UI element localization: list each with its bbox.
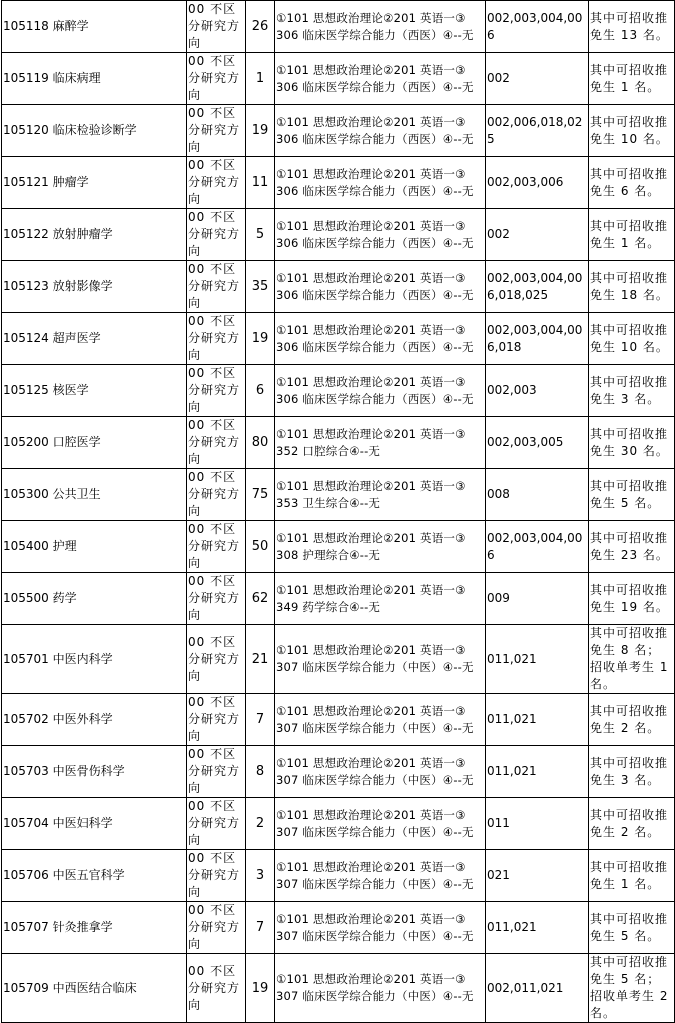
enrollment-quota-cell: 80 [246, 417, 275, 469]
research-direction-cell: 00 不区分研究方向 [187, 157, 246, 209]
research-direction-cell: 00 不区分研究方向 [187, 313, 246, 365]
major-cell: 105706 中医五官科学 [2, 850, 187, 902]
enrollment-quota-cell: 8 [246, 746, 275, 798]
reference-codes-cell: 011,021 [486, 625, 589, 694]
major-cell: 105122 放射肿瘤学 [2, 209, 187, 261]
exam-subjects-cell: ①101 思想政治理论②201 英语一③ 353 卫生综合④--无 [275, 469, 486, 521]
exam-subjects-cell: ①101 思想政治理论②201 英语一③ 307 临床医学综合能力（中医）④--无 [275, 746, 486, 798]
exam-subjects-cell: ①101 思想政治理论②201 英语一③ 307 临床医学综合能力（中医）④--无 [275, 798, 486, 850]
remarks-cell: 其中可招收推免生 5 名。 [589, 902, 675, 954]
enrollment-quota-cell: 62 [246, 573, 275, 625]
enrollment-quota-cell: 3 [246, 850, 275, 902]
enrollment-quota-cell: 19 [246, 105, 275, 157]
remarks-cell: 其中可招收推免生 6 名。 [589, 157, 675, 209]
enrollment-quota-cell: 1 [246, 53, 275, 105]
remarks-cell: 其中可招收推免生 3 名。 [589, 746, 675, 798]
research-direction-cell: 00 不区分研究方向 [187, 53, 246, 105]
research-direction-cell: 00 不区分研究方向 [187, 417, 246, 469]
exam-subjects-cell: ①101 思想政治理论②201 英语一③ 307 临床医学综合能力（中医）④--无 [275, 625, 486, 694]
table-row [2, 746, 675, 798]
enrollment-quota-cell: 21 [246, 625, 275, 694]
table-row [2, 694, 675, 746]
exam-subjects-cell: ①101 思想政治理论②201 英语一③ 306 临床医学综合能力（西医）④--无 [275, 313, 486, 365]
research-direction-cell: 00 不区分研究方向 [187, 469, 246, 521]
remarks-cell: 其中可招收推免生 10 名。 [589, 105, 675, 157]
table-row [2, 313, 675, 365]
remarks-cell: 其中可招收推免生 2 名。 [589, 798, 675, 850]
table-row [2, 417, 675, 469]
remarks-cell: 其中可招收推免生 8 名；招收单考生 1 名。 [589, 625, 675, 694]
reference-codes-cell: 002,003,004,006 [486, 521, 589, 573]
enrollment-quota-cell: 7 [246, 694, 275, 746]
reference-codes-cell: 008 [486, 469, 589, 521]
table-row [2, 625, 675, 694]
research-direction-cell: 00 不区分研究方向 [187, 573, 246, 625]
table-row [2, 53, 675, 105]
major-cell: 105709 中西医结合临床 [2, 954, 187, 1023]
exam-subjects-cell: ①101 思想政治理论②201 英语一③ 308 护理综合④--无 [275, 521, 486, 573]
major-cell: 105123 放射影像学 [2, 261, 187, 313]
table-body [2, 1, 675, 1023]
research-direction-cell: 00 不区分研究方向 [187, 954, 246, 1023]
remarks-cell: 其中可招收推免生 19 名。 [589, 573, 675, 625]
remarks-cell: 其中可招收推免生 1 名。 [589, 53, 675, 105]
enrollment-quota-cell: 11 [246, 157, 275, 209]
exam-subjects-cell: ①101 思想政治理论②201 英语一③ 307 临床医学综合能力（中医）④--无 [275, 694, 486, 746]
enrollment-quota-cell: 6 [246, 365, 275, 417]
research-direction-cell: 00 不区分研究方向 [187, 365, 246, 417]
enrollment-quota-cell: 26 [246, 1, 275, 53]
remarks-cell: 其中可招收推免生 23 名。 [589, 521, 675, 573]
table-row [2, 365, 675, 417]
remarks-cell: 其中可招收推免生 30 名。 [589, 417, 675, 469]
remarks-cell: 其中可招收推免生 2 名。 [589, 694, 675, 746]
research-direction-cell: 00 不区分研究方向 [187, 694, 246, 746]
enrollment-quota-cell: 50 [246, 521, 275, 573]
major-cell: 105500 药学 [2, 573, 187, 625]
enrollment-quota-cell: 5 [246, 209, 275, 261]
table-row [2, 1, 675, 53]
major-cell: 105300 公共卫生 [2, 469, 187, 521]
reference-codes-cell: 002 [486, 53, 589, 105]
reference-codes-cell: 002,003,004,006,018 [486, 313, 589, 365]
table-row [2, 105, 675, 157]
reference-codes-cell: 002,003,004,006 [486, 1, 589, 53]
exam-subjects-cell: ①101 思想政治理论②201 英语一③ 307 临床医学综合能力（中医）④--无 [275, 954, 486, 1023]
table-row [2, 798, 675, 850]
exam-subjects-cell: ①101 思想政治理论②201 英语一③ 306 临床医学综合能力（西医）④--无 [275, 157, 486, 209]
enrollment-quota-cell: 19 [246, 954, 275, 1023]
exam-subjects-cell: ①101 思想政治理论②201 英语一③ 307 临床医学综合能力（中医）④--无 [275, 850, 486, 902]
exam-subjects-cell: ①101 思想政治理论②201 英语一③ 306 临床医学综合能力（西医）④--无 [275, 1, 486, 53]
remarks-cell: 其中可招收推免生 1 名。 [589, 209, 675, 261]
major-cell: 105121 肿瘤学 [2, 157, 187, 209]
exam-subjects-cell: ①101 思想政治理论②201 英语一③ 352 口腔综合④--无 [275, 417, 486, 469]
table-row [2, 469, 675, 521]
table-row [2, 902, 675, 954]
table-row [2, 954, 675, 1023]
exam-subjects-cell: ①101 思想政治理论②201 英语一③ 307 临床医学综合能力（中医）④--无 [275, 902, 486, 954]
research-direction-cell: 00 不区分研究方向 [187, 1, 246, 53]
table-row [2, 157, 675, 209]
remarks-cell: 其中可招收推免生 18 名。 [589, 261, 675, 313]
remarks-cell: 其中可招收推免生 3 名。 [589, 365, 675, 417]
reference-codes-cell: 011,021 [486, 694, 589, 746]
table-row [2, 209, 675, 261]
reference-codes-cell: 002,003,005 [486, 417, 589, 469]
research-direction-cell: 00 不区分研究方向 [187, 105, 246, 157]
remarks-cell: 其中可招收推免生 1 名。 [589, 850, 675, 902]
research-direction-cell: 00 不区分研究方向 [187, 746, 246, 798]
table-row [2, 573, 675, 625]
major-cell: 105119 临床病理 [2, 53, 187, 105]
remarks-cell: 其中可招收推免生 5 名；招收单考生 2 名。 [589, 954, 675, 1023]
reference-codes-cell: 002,011,021 [486, 954, 589, 1023]
reference-codes-cell: 021 [486, 850, 589, 902]
reference-codes-cell: 011,021 [486, 746, 589, 798]
reference-codes-cell: 011 [486, 798, 589, 850]
reference-codes-cell: 011,021 [486, 902, 589, 954]
enrollment-quota-cell: 35 [246, 261, 275, 313]
major-cell: 105701 中医内科学 [2, 625, 187, 694]
exam-subjects-cell: ①101 思想政治理论②201 英语一③ 306 临床医学综合能力（西医）④--无 [275, 53, 486, 105]
major-cell: 105124 超声医学 [2, 313, 187, 365]
reference-codes-cell: 002,006,018,025 [486, 105, 589, 157]
reference-codes-cell: 009 [486, 573, 589, 625]
table-row [2, 261, 675, 313]
enrollment-quota-cell: 7 [246, 902, 275, 954]
table-row [2, 850, 675, 902]
research-direction-cell: 00 不区分研究方向 [187, 209, 246, 261]
reference-codes-cell: 002 [486, 209, 589, 261]
research-direction-cell: 00 不区分研究方向 [187, 261, 246, 313]
major-cell: 105118 麻醉学 [2, 1, 187, 53]
research-direction-cell: 00 不区分研究方向 [187, 798, 246, 850]
enrollment-quota-cell: 19 [246, 313, 275, 365]
major-cell: 105704 中医妇科学 [2, 798, 187, 850]
major-cell: 105120 临床检验诊断学 [2, 105, 187, 157]
exam-subjects-cell: ①101 思想政治理论②201 英语一③ 306 临床医学综合能力（西医）④--无 [275, 209, 486, 261]
reference-codes-cell: 002,003,006 [486, 157, 589, 209]
major-cell: 105400 护理 [2, 521, 187, 573]
remarks-cell: 其中可招收推免生 5 名。 [589, 469, 675, 521]
research-direction-cell: 00 不区分研究方向 [187, 850, 246, 902]
major-cell: 105702 中医外科学 [2, 694, 187, 746]
major-cell: 105703 中医骨伤科学 [2, 746, 187, 798]
research-direction-cell: 00 不区分研究方向 [187, 521, 246, 573]
table-row [2, 521, 675, 573]
research-direction-cell: 00 不区分研究方向 [187, 902, 246, 954]
reference-codes-cell: 002,003,004,006,018,025 [486, 261, 589, 313]
enrollment-quota-cell: 75 [246, 469, 275, 521]
admissions-table [1, 0, 675, 1023]
major-cell: 105707 针灸推拿学 [2, 902, 187, 954]
exam-subjects-cell: ①101 思想政治理论②201 英语一③ 349 药学综合④--无 [275, 573, 486, 625]
reference-codes-cell: 002,003 [486, 365, 589, 417]
exam-subjects-cell: ①101 思想政治理论②201 英语一③ 306 临床医学综合能力（西医）④--无 [275, 105, 486, 157]
exam-subjects-cell: ①101 思想政治理论②201 英语一③ 306 临床医学综合能力（西医）④--无 [275, 365, 486, 417]
remarks-cell: 其中可招收推免生 10 名。 [589, 313, 675, 365]
remarks-cell: 其中可招收推免生 13 名。 [589, 1, 675, 53]
exam-subjects-cell: ①101 思想政治理论②201 英语一③ 306 临床医学综合能力（西医）④--无 [275, 261, 486, 313]
enrollment-quota-cell: 2 [246, 798, 275, 850]
research-direction-cell: 00 不区分研究方向 [187, 625, 246, 694]
major-cell: 105200 口腔医学 [2, 417, 187, 469]
major-cell: 105125 核医学 [2, 365, 187, 417]
